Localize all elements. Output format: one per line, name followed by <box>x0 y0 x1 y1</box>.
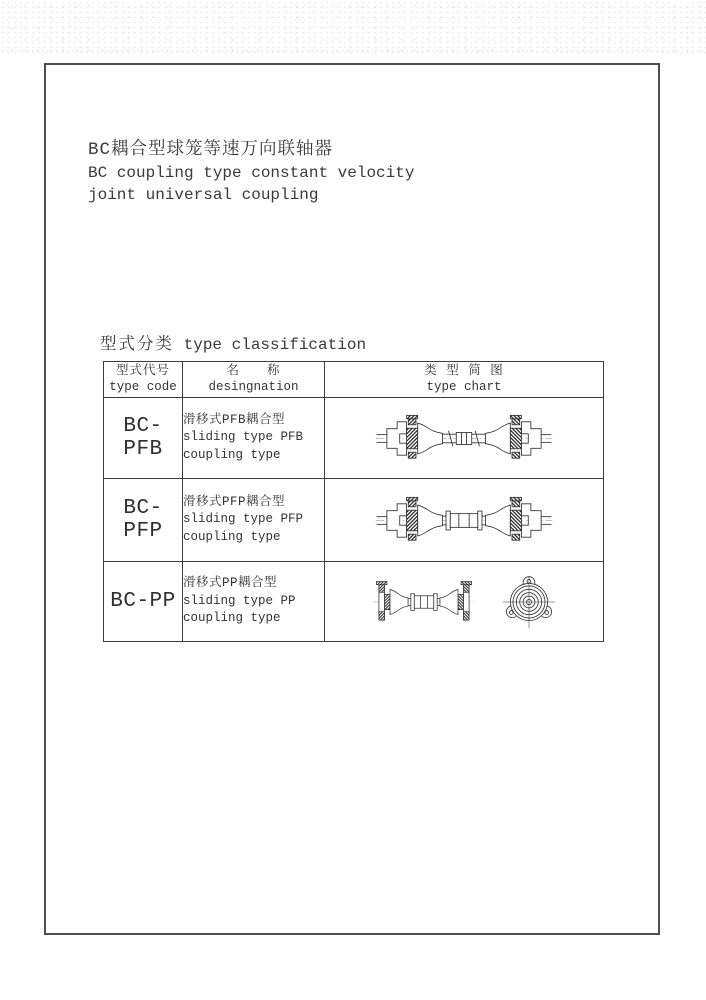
designation-bc-pp-zh: 滑移式PP耦合型 <box>183 576 278 591</box>
header-type-code-en: type code <box>109 379 177 394</box>
scan-noise-band <box>0 49 706 54</box>
section-heading-english: type classification <box>183 336 367 354</box>
header-designation-zh: 名 称 <box>226 364 281 378</box>
header-cell-type-chart <box>325 362 604 398</box>
pp-coupling-side-view-drawing <box>372 574 476 630</box>
designation-bc-pfb-zh: 滑移式PFB耦合型 <box>183 412 286 427</box>
designation-bc-pp-en2: coupling type <box>183 611 281 626</box>
type-chart-bc-pfp <box>325 479 604 562</box>
designation-bc-pfb <box>183 398 325 479</box>
type-chart-bc-pp <box>325 562 604 642</box>
header-designation-en: desingnation <box>208 379 299 394</box>
table-header-row <box>104 362 604 398</box>
type-classification-table <box>103 361 604 642</box>
type-code-bc-pp: BC-PP <box>104 562 183 642</box>
designation-bc-pfp-en2: coupling type <box>183 529 281 544</box>
type-chart-bc-pfb <box>325 398 604 479</box>
designation-bc-pp-en1: sliding type PP <box>183 593 296 608</box>
pfb-coupling-drawing <box>374 411 554 466</box>
header-type-chart-zh: 类 型 简 图 <box>424 364 504 378</box>
designation-bc-pfp-zh: 滑移式PFP耦合型 <box>183 494 286 509</box>
type-code-bc-pfp: BC-PFP <box>104 479 183 562</box>
designation-bc-pfp <box>183 479 325 562</box>
header-cell-type-code <box>104 362 183 398</box>
table-row-bc-pfb <box>104 398 604 479</box>
type-code-bc-pfb: BC-PFB <box>104 398 183 479</box>
header-type-code-zh: 型式代号 <box>115 364 170 378</box>
document-title-chinese: BC耦合型球笼等速万向联轴器 <box>88 140 334 160</box>
header-type-chart-en: type chart <box>426 379 502 394</box>
designation-bc-pfb-en1: sliding type PFB <box>183 430 304 445</box>
table-row-bc-pp <box>104 562 604 642</box>
scan-noise-texture <box>0 0 706 54</box>
section-heading-chinese: 型式分类 <box>100 335 174 354</box>
pfp-coupling-drawing <box>374 493 554 548</box>
pp-coupling-end-view-drawing <box>502 575 556 629</box>
header-cell-designation <box>183 362 325 398</box>
designation-bc-pfp-en1: sliding type PFP <box>183 512 304 527</box>
document-title <box>88 139 414 206</box>
document-title-english-line2: joint universal coupling <box>88 186 319 204</box>
section-heading <box>100 330 366 354</box>
table-row-bc-pfp <box>104 479 604 562</box>
designation-bc-pp <box>183 562 325 642</box>
designation-bc-pfb-en2: coupling type <box>183 447 281 462</box>
document-title-english-line1: BC coupling type constant velocity <box>88 164 415 182</box>
